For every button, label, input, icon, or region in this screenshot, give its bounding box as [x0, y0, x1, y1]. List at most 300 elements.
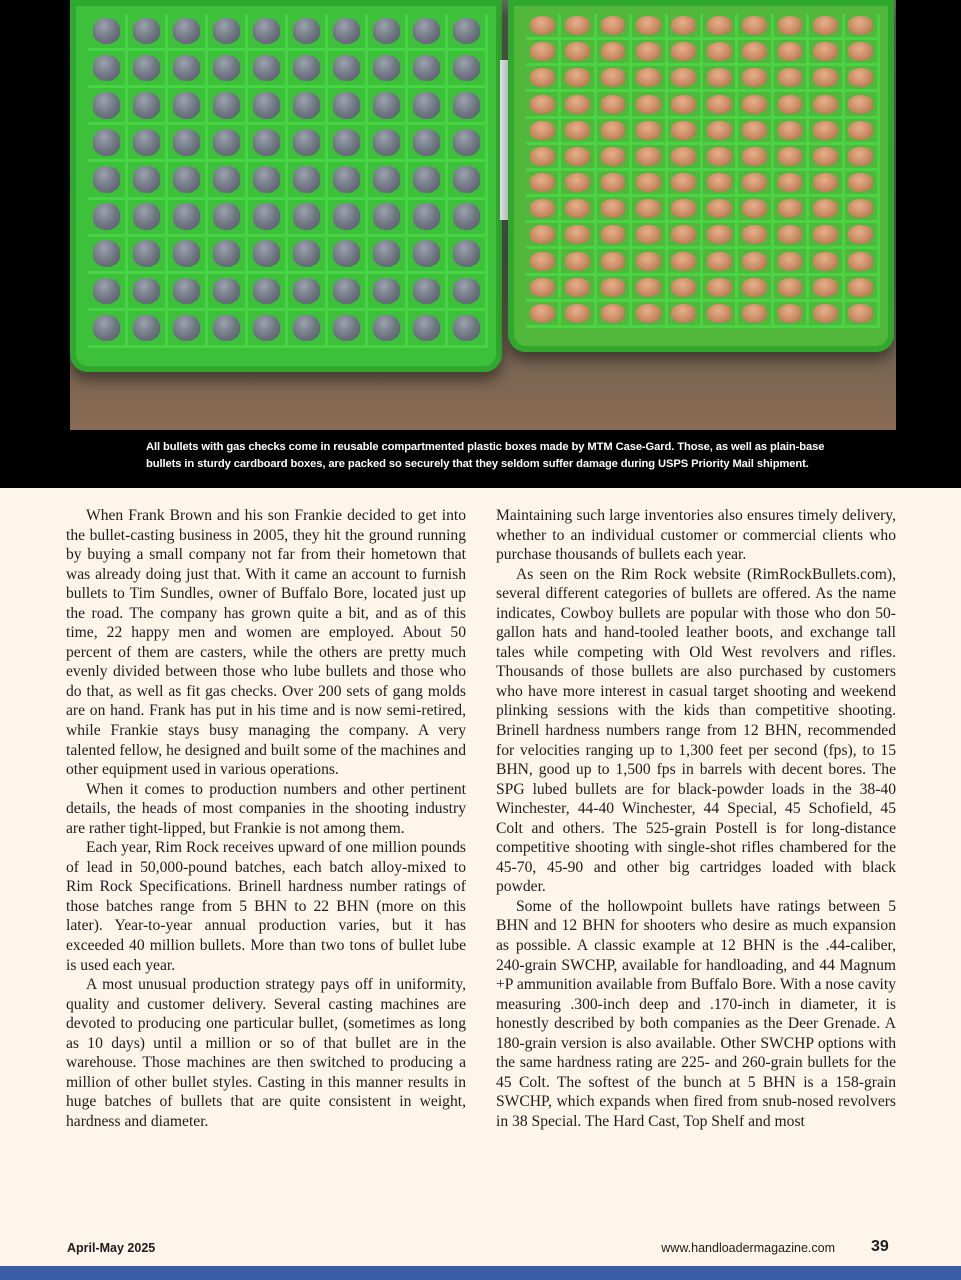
gray-bullet-slot: [128, 274, 168, 311]
copper-bullet-icon: [601, 304, 626, 323]
copper-bullet-icon: [707, 225, 732, 244]
copper-bullet-slot: [526, 119, 561, 145]
copper-bullet-icon: [848, 147, 873, 166]
copper-bullet-icon: [671, 304, 696, 323]
copper-bullet-icon: [671, 68, 696, 87]
page-number: 39: [871, 1238, 889, 1255]
copper-bullet-slot: [703, 14, 738, 40]
copper-bullet-slot: [561, 276, 596, 302]
copper-bullet-icon: [742, 199, 767, 218]
copper-bullet-slot: [845, 223, 880, 249]
copper-bullet-icon: [707, 173, 732, 192]
copper-bullet-icon: [848, 199, 873, 218]
gray-bullet-slot: [168, 14, 208, 51]
copper-bullet-slot: [809, 249, 844, 275]
copper-bullet-slot: [668, 223, 703, 249]
gray-bullet-icon: [173, 55, 200, 82]
gray-bullet-slot: [248, 237, 288, 274]
gray-bullet-slot: [88, 311, 128, 348]
gray-bullet-slot: [208, 125, 248, 162]
copper-bullet-slot: [738, 40, 773, 66]
gray-bullet-icon: [373, 203, 400, 230]
gray-bullet-icon: [253, 240, 280, 267]
gray-bullet-slot: [368, 14, 408, 51]
gray-bullet-icon: [293, 129, 320, 156]
gray-bullet-icon: [133, 129, 160, 156]
copper-bullet-slot: [597, 197, 632, 223]
copper-bullet-icon: [707, 304, 732, 323]
paragraph: When Frank Brown and his son Frankie decided to get into the bullet-casting business in 2005, they hit the ground running by buying a small company not far from their hometown that was already doing just that. With it came an account to furnish bullets to Tim Sundles, owner of Buffalo Bore, located just up the road. The company has grown quite a bit, and as of this time, 22 happy men and women are employed. About 50 percent of them are casters, while the others are pretty much evenly divided between those who lube bullets and those who do that, as well as fit gas checks. Over 200 sets of gang molds are on hand. Frank has put in his time and is now semi-retired, while Frankie stays busy managing the company. A very talented fellow, he designed and built some of the machines and other equipment used in various operations.: [66, 507, 466, 779]
gray-bullet-slot: [288, 162, 328, 199]
gray-bullet-slot: [248, 14, 288, 51]
copper-bullet-icon: [671, 16, 696, 35]
gray-bullet-slot: [328, 274, 368, 311]
paragraph: A most unusual production strategy pays off in uniformity, quality and customer delivery. Several casting machines are devoted to producing one particular bullet, (sometimes as long as 10 days) until a million or so of that bullet are in the warehouse. Those machines are then switched to producing a million of other bullet styles. Casting in this manner results in huge batches of bullets that are quite consistent in weight, hardness and diameter.: [66, 976, 466, 1130]
gray-bullet-icon: [93, 315, 120, 342]
gray-bullet-icon: [93, 203, 120, 230]
copper-bullet-slot: [526, 276, 561, 302]
copper-bullet-icon: [707, 95, 732, 114]
copper-bullet-icon: [813, 147, 838, 166]
issue-date: April-May 2025: [67, 1241, 156, 1255]
copper-bullet-icon: [636, 225, 661, 244]
copper-bullet-icon: [742, 304, 767, 323]
copper-bullet-slot: [526, 145, 561, 171]
copper-bullet-icon: [636, 16, 661, 35]
gray-bullet-icon: [333, 18, 360, 45]
copper-bullet-slot: [774, 66, 809, 92]
copper-bullet-slot: [561, 302, 596, 328]
copper-bullet-icon: [601, 42, 626, 61]
copper-bullet-slot: [703, 92, 738, 118]
copper-bullet-slot: [632, 92, 667, 118]
gray-bullet-slot: [408, 200, 448, 237]
gray-bullet-slot: [88, 14, 128, 51]
gray-bullet-slot: [408, 88, 448, 125]
copper-bullet-slot: [774, 249, 809, 275]
gray-bullet-icon: [93, 278, 120, 305]
gray-bullet-slot: [288, 311, 328, 348]
gray-bullet-slot: [88, 88, 128, 125]
copper-bullet-icon: [636, 278, 661, 297]
gray-bullet-slot: [248, 274, 288, 311]
copper-bullet-icon: [778, 68, 803, 87]
gray-bullet-icon: [373, 278, 400, 305]
copper-bullet-slot: [738, 249, 773, 275]
gray-bullet-slot: [208, 14, 248, 51]
copper-bullet-icon: [778, 252, 803, 271]
copper-bullet-icon: [742, 95, 767, 114]
gray-bullet-slot: [248, 162, 288, 199]
copper-bullet-slot: [774, 92, 809, 118]
article-column-right: [496, 506, 896, 1132]
copper-bullet-icon: [778, 304, 803, 323]
copper-bullet-icon: [848, 225, 873, 244]
copper-bullet-slot: [668, 302, 703, 328]
copper-bullet-slot: [597, 276, 632, 302]
copper-bullet-icon: [707, 42, 732, 61]
copper-bullet-slot: [845, 302, 880, 328]
copper-bullet-slot: [597, 223, 632, 249]
gray-bullet-icon: [173, 315, 200, 342]
copper-bullet-slot: [809, 171, 844, 197]
gray-bullet-slot: [248, 51, 288, 88]
gray-bullet-icon: [213, 203, 240, 230]
gray-bullet-slot: [248, 88, 288, 125]
copper-bullet-slot: [526, 197, 561, 223]
copper-bullet-icon: [707, 147, 732, 166]
copper-bullet-icon: [530, 42, 555, 61]
copper-bullet-slot: [845, 92, 880, 118]
copper-bullet-slot: [668, 276, 703, 302]
copper-bullet-icon: [813, 95, 838, 114]
copper-bullet-slot: [809, 66, 844, 92]
copper-bullet-tray: [508, 0, 894, 352]
copper-bullet-icon: [813, 121, 838, 140]
gray-bullet-icon: [413, 240, 440, 267]
gray-bullet-slot: [168, 162, 208, 199]
copper-bullet-icon: [565, 42, 590, 61]
copper-bullet-slot: [703, 197, 738, 223]
copper-bullet-slot: [632, 145, 667, 171]
copper-bullet-slot: [809, 145, 844, 171]
copper-bullet-slot: [597, 145, 632, 171]
copper-bullet-icon: [742, 16, 767, 35]
copper-bullet-slot: [526, 249, 561, 275]
copper-bullet-icon: [671, 147, 696, 166]
gray-bullet-slot: [448, 14, 488, 51]
gray-bullet-icon: [373, 240, 400, 267]
copper-bullet-icon: [636, 95, 661, 114]
copper-bullet-icon: [565, 147, 590, 166]
gray-bullet-icon: [333, 203, 360, 230]
copper-bullet-icon: [848, 278, 873, 297]
gray-bullet-slot: [168, 51, 208, 88]
copper-bullet-slot: [774, 276, 809, 302]
copper-bullet-slot: [703, 276, 738, 302]
copper-bullet-slot: [561, 92, 596, 118]
gray-bullet-slot: [368, 200, 408, 237]
copper-bullet-icon: [636, 68, 661, 87]
paragraph: Some of the hollowpoint bullets have ratings between 5 BHN and 12 BHN for shooters who desire as much expansion as possible. A classic example at 12 BHN is the .44-caliber, 240-grain SWCHP, available for handloading, and 44 Magnum +P ammunition available from Buffalo Bore. With a nose cavity measuring .300-inch deep and .170-inch in diameter, it is honestly described by both companies as the Deer Grenade. A 180-grain version is also available. Other SWCHP options with the same hardness rating are 225- and 260-grain bullets for the 45 Colt. The softest of the bunch at 5 BHN is a 158-grain SWCHP, which expands when fired from snub-nosed revolvers in 38 Special. The Hard Cast, Top Shelf and most: [496, 897, 896, 1130]
copper-bullet-slot: [668, 249, 703, 275]
copper-bullet-slot: [668, 197, 703, 223]
gray-bullet-icon: [293, 203, 320, 230]
copper-bullet-icon: [636, 121, 661, 140]
copper-bullet-icon: [530, 68, 555, 87]
copper-bullet-slot: [668, 145, 703, 171]
gray-bullet-icon: [253, 278, 280, 305]
gray-bullet-slot: [448, 162, 488, 199]
copper-bullet-slot: [809, 92, 844, 118]
photo-caption: [146, 439, 836, 473]
gray-bullet-icon: [333, 166, 360, 193]
copper-bullet-icon: [601, 278, 626, 297]
copper-bullet-icon: [848, 121, 873, 140]
copper-bullet-slot: [845, 145, 880, 171]
gray-bullet-icon: [413, 129, 440, 156]
copper-bullet-slot: [738, 14, 773, 40]
copper-bullet-icon: [813, 68, 838, 87]
gray-bullet-slot: [328, 162, 368, 199]
gray-bullet-icon: [173, 166, 200, 193]
gray-bullet-icon: [173, 240, 200, 267]
copper-bullet-slot: [668, 66, 703, 92]
copper-bullet-slot: [526, 171, 561, 197]
copper-bullet-slot: [526, 223, 561, 249]
gray-bullet-slot: [128, 237, 168, 274]
copper-bullet-slot: [632, 66, 667, 92]
copper-bullet-icon: [848, 252, 873, 271]
copper-bullet-slot: [597, 40, 632, 66]
gray-bullet-slot: [168, 311, 208, 348]
copper-bullet-slot: [774, 197, 809, 223]
gray-bullet-slot: [328, 88, 368, 125]
copper-bullet-icon: [530, 95, 555, 114]
copper-bullet-icon: [530, 278, 555, 297]
gray-bullet-icon: [93, 18, 120, 45]
photo-band: [0, 0, 961, 488]
copper-bullet-slot: [632, 249, 667, 275]
gray-bullet-icon: [253, 315, 280, 342]
copper-bullet-slot: [738, 223, 773, 249]
copper-bullet-slot: [561, 197, 596, 223]
copper-bullet-slot: [845, 171, 880, 197]
copper-bullet-icon: [707, 121, 732, 140]
copper-bullet-icon: [601, 16, 626, 35]
gray-bullet-icon: [453, 55, 480, 82]
gray-bullet-icon: [93, 240, 120, 267]
gray-bullet-slot: [248, 311, 288, 348]
gray-bullet-icon: [253, 92, 280, 119]
copper-bullet-icon: [778, 225, 803, 244]
copper-bullet-icon: [707, 278, 732, 297]
copper-bullet-slot: [526, 302, 561, 328]
gray-bullet-icon: [333, 240, 360, 267]
copper-bullet-icon: [565, 252, 590, 271]
gray-bullet-icon: [413, 92, 440, 119]
gray-bullet-slot: [288, 51, 328, 88]
gray-bullet-slot: [248, 125, 288, 162]
copper-bullet-icon: [848, 95, 873, 114]
gray-bullet-slot: [88, 274, 128, 311]
gray-bullet-icon: [293, 55, 320, 82]
page-footer: [0, 1232, 961, 1266]
gray-bullet-slot: [328, 237, 368, 274]
copper-bullet-slot: [632, 197, 667, 223]
copper-bullet-slot: [774, 40, 809, 66]
copper-bullet-slot: [774, 14, 809, 40]
copper-bullet-icon: [671, 95, 696, 114]
copper-bullet-slot: [668, 119, 703, 145]
copper-bullet-icon: [530, 252, 555, 271]
gray-bullet-slot: [88, 125, 128, 162]
gray-bullet-icon: [333, 92, 360, 119]
gray-bullet-slot: [208, 237, 248, 274]
gray-bullet-icon: [333, 278, 360, 305]
gray-bullet-slot: [168, 200, 208, 237]
copper-bullet-slot: [561, 66, 596, 92]
gray-bullet-slot: [88, 162, 128, 199]
gray-bullet-slot: [328, 14, 368, 51]
copper-bullet-slot: [845, 197, 880, 223]
copper-bullet-icon: [636, 252, 661, 271]
copper-bullet-icon: [742, 147, 767, 166]
gray-bullet-slot: [208, 162, 248, 199]
copper-bullet-icon: [742, 173, 767, 192]
copper-bullet-icon: [601, 147, 626, 166]
gray-bullet-slot: [168, 88, 208, 125]
gray-bullet-slot: [448, 51, 488, 88]
copper-bullet-slot: [774, 223, 809, 249]
copper-bullet-icon: [530, 121, 555, 140]
gray-bullet-icon: [453, 315, 480, 342]
gray-bullet-icon: [453, 240, 480, 267]
gray-bullet-icon: [253, 18, 280, 45]
copper-bullet-icon: [530, 147, 555, 166]
gray-bullet-slot: [128, 125, 168, 162]
gray-bullet-tray: [70, 0, 502, 372]
copper-bullet-icon: [778, 16, 803, 35]
gray-bullet-icon: [293, 166, 320, 193]
copper-bullet-icon: [601, 173, 626, 192]
copper-bullet-icon: [707, 199, 732, 218]
gray-bullet-slot: [328, 200, 368, 237]
gray-bullet-icon: [293, 240, 320, 267]
copper-bullet-slot: [597, 249, 632, 275]
gray-bullet-slot: [288, 200, 328, 237]
gray-bullet-icon: [373, 315, 400, 342]
copper-bullet-slot: [632, 276, 667, 302]
copper-bullet-slot: [809, 40, 844, 66]
gray-bullet-slot: [448, 237, 488, 274]
copper-bullet-slot: [703, 66, 738, 92]
copper-bullet-slot: [738, 119, 773, 145]
gray-bullet-icon: [213, 166, 240, 193]
gray-bullet-icon: [213, 315, 240, 342]
copper-bullet-icon: [565, 68, 590, 87]
copper-bullet-icon: [778, 199, 803, 218]
copper-bullet-icon: [742, 42, 767, 61]
gray-bullet-icon: [333, 315, 360, 342]
gray-bullet-slot: [408, 274, 448, 311]
copper-bullet-icon: [671, 42, 696, 61]
copper-bullet-slot: [845, 119, 880, 145]
paragraph: As seen on the Rim Rock website (RimRockBullets.com), several different categories of bullets are offered. As the name indicates, Cowboy bullets are popular with those who don 50-gallon hats and hand-tooled leather boots, and exchange tall tales while competing with Old West revolvers and rifles. Thousands of those bullets are also purchased by customers who have more interest in casual target shooting and weekend plinking sessions with the kids than competitive shooting. Brinell hardness numbers range from 12 BHN, recommended for velocities ranging up to 1,300 feet per second (fps), to 15 BHN, good up to 1,500 fps in barrels with decent bores. The SPG lubed bullets are for black-powder loads in the 38-40 Winchester, 44-40 Winchester, 44 Special, 45 Schofield, 45 Colt and others. The 525-grain Postell is for long-distance competitive shooting with single-shot rifles chambered for the 45-70, 45-90 and other big cartridges loaded with black powder.: [496, 565, 896, 896]
gray-bullet-icon: [333, 55, 360, 82]
copper-bullet-icon: [707, 252, 732, 271]
copper-bullet-slot: [845, 249, 880, 275]
gray-bullet-icon: [293, 278, 320, 305]
gray-bullet-icon: [93, 129, 120, 156]
copper-bullet-icon: [601, 95, 626, 114]
copper-bullet-icon: [778, 121, 803, 140]
copper-bullet-slot: [632, 223, 667, 249]
copper-bullet-icon: [848, 42, 873, 61]
gray-bullet-icon: [173, 129, 200, 156]
copper-bullet-slot: [526, 92, 561, 118]
copper-bullet-slot: [561, 249, 596, 275]
gray-bullet-icon: [373, 166, 400, 193]
paragraph: Each year, Rim Rock receives upward of one million pounds of lead in 50,000-pound batches, each batch alloy-mixed to Rim Rock Specifications. Brinell hardness number ratings of those batches range from 5 BHN to 22 BHN (more on this later). Year-to-year annual production varies, but it has exceeded 40 million bullets. More than two tons of bullet lube is used each year.: [66, 839, 466, 974]
gray-bullet-slot: [88, 200, 128, 237]
gray-bullet-icon: [293, 92, 320, 119]
gray-bullet-icon: [133, 203, 160, 230]
copper-bullet-slot: [597, 302, 632, 328]
copper-bullet-icon: [565, 16, 590, 35]
gray-bullet-slot: [208, 274, 248, 311]
copper-bullet-slot: [703, 223, 738, 249]
copper-bullet-slot: [703, 119, 738, 145]
copper-bullet-icon: [813, 252, 838, 271]
copper-bullet-slot: [774, 302, 809, 328]
gray-bullet-slot: [288, 274, 328, 311]
gray-bullet-icon: [253, 55, 280, 82]
gray-bullet-icon: [293, 18, 320, 45]
copper-bullet-slot: [561, 119, 596, 145]
gray-bullet-slot: [328, 51, 368, 88]
copper-bullet-slot: [703, 249, 738, 275]
copper-bullet-slot: [809, 14, 844, 40]
copper-bullet-slot: [632, 119, 667, 145]
copper-bullet-icon: [565, 278, 590, 297]
copper-bullet-icon: [636, 173, 661, 192]
copper-bullet-slot: [809, 223, 844, 249]
copper-bullet-slot: [632, 40, 667, 66]
gray-bullet-slot: [328, 311, 368, 348]
article-column-left: [66, 506, 466, 1132]
copper-bullet-icon: [813, 278, 838, 297]
website-link[interactable]: www.handloadermagazine.com: [661, 1241, 835, 1255]
copper-bullet-slot: [738, 145, 773, 171]
copper-bullet-slot: [703, 302, 738, 328]
copper-bullet-icon: [671, 225, 696, 244]
copper-bullet-icon: [742, 68, 767, 87]
copper-bullet-icon: [778, 42, 803, 61]
copper-bullet-icon: [742, 121, 767, 140]
copper-bullet-icon: [848, 68, 873, 87]
copper-bullet-icon: [636, 304, 661, 323]
copper-bullet-icon: [848, 16, 873, 35]
copper-bullet-slot: [845, 40, 880, 66]
copper-bullet-icon: [813, 225, 838, 244]
gray-bullet-icon: [453, 278, 480, 305]
gray-bullet-slot: [288, 237, 328, 274]
gray-bullet-slot: [448, 88, 488, 125]
copper-bullet-icon: [636, 199, 661, 218]
gray-bullet-icon: [413, 203, 440, 230]
gray-bullet-slot: [128, 88, 168, 125]
gray-bullet-icon: [133, 92, 160, 119]
gray-bullet-icon: [133, 18, 160, 45]
copper-bullet-icon: [813, 173, 838, 192]
gray-bullet-slot: [408, 237, 448, 274]
gray-bullet-icon: [173, 92, 200, 119]
copper-bullet-slot: [809, 276, 844, 302]
gray-bullet-slot: [88, 51, 128, 88]
copper-bullet-slot: [597, 92, 632, 118]
copper-bullet-icon: [565, 121, 590, 140]
copper-bullet-icon: [778, 95, 803, 114]
gray-bullet-icon: [453, 92, 480, 119]
copper-bullet-slot: [809, 302, 844, 328]
bottom-color-bar: [0, 1266, 961, 1280]
copper-bullet-icon: [742, 278, 767, 297]
gray-bullet-icon: [413, 18, 440, 45]
copper-bullet-icon: [707, 68, 732, 87]
copper-bullet-slot: [597, 66, 632, 92]
gray-bullet-icon: [93, 166, 120, 193]
